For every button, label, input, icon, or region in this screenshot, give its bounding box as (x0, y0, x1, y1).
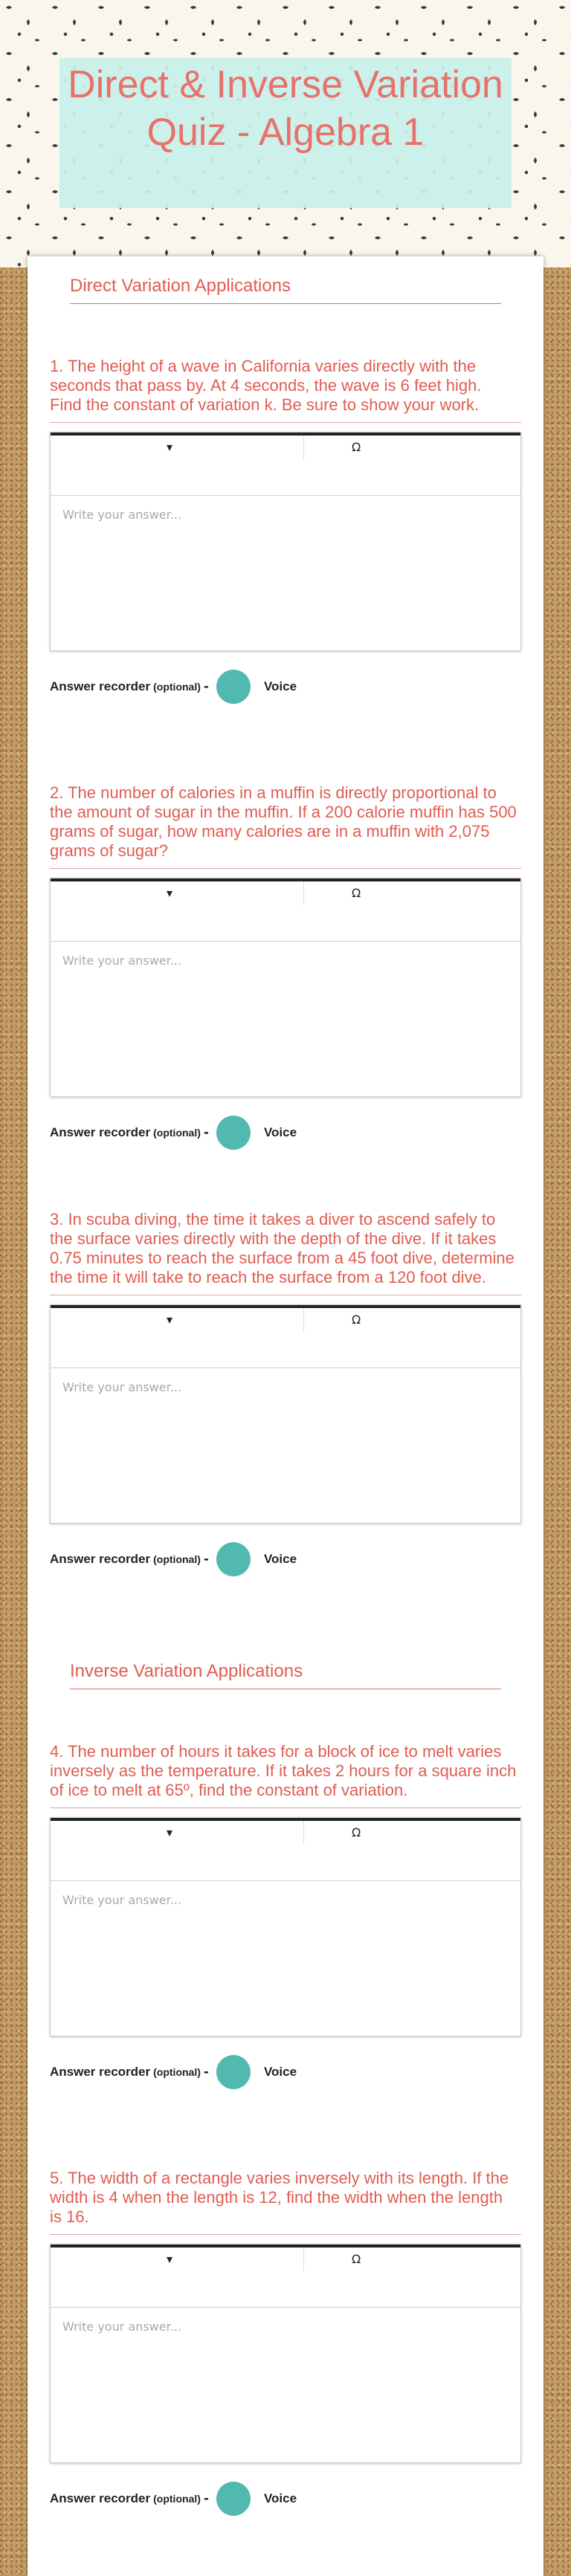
answer-recorder (50, 1115, 521, 1151)
recorder-label: Answer recorder (50, 1125, 151, 1139)
format-dropdown-icon[interactable]: ▾ (167, 440, 173, 454)
toolbar-separator (303, 1821, 304, 1845)
record-button[interactable] (216, 670, 251, 704)
editor-toolbar (51, 1305, 520, 1368)
toolbar-separator (303, 1308, 304, 1332)
recorder-optional-label: (optional) (153, 2493, 201, 2505)
record-button[interactable] (216, 1116, 251, 1150)
question-2 (50, 783, 521, 1151)
answer-input[interactable] (51, 2308, 520, 2459)
voice-label: Voice (263, 2491, 297, 2505)
recorder-label: Answer recorder (50, 2065, 151, 2079)
section-header-inverse (70, 1660, 501, 1689)
section-divider (70, 303, 501, 304)
section-header-direct (70, 275, 501, 304)
answer-input[interactable] (51, 942, 520, 1093)
question-text: 1. The height of a wave in California varies directly with the seconds that pass by. At 4 seconds, the wave is 6 feet high. Find the constant of variation k. Be sure to show your work. (50, 357, 482, 414)
recorder-label: Answer recorder (50, 2491, 151, 2505)
toolbar-separator (303, 2247, 304, 2271)
answer-editor (50, 2244, 521, 2463)
question-divider (50, 2234, 521, 2235)
recorder-dash: - (203, 1125, 209, 1140)
question-3 (50, 1210, 521, 1577)
recorder-dash: - (203, 2491, 209, 2506)
format-dropdown-icon[interactable]: ▾ (167, 1313, 173, 1327)
voice-label: Voice (263, 1552, 297, 1566)
record-button[interactable] (216, 2055, 251, 2089)
editor-toolbar (51, 2245, 520, 2308)
page-title: Direct & Inverse Variation Quiz - Algebra 1 (68, 63, 503, 154)
answer-recorder (50, 1541, 521, 1577)
question-text: 4. The number of hours it takes for a block of ice to melt varies inversely as the temperature. If it takes 2 hours for a square inch of ice to melt at 65º, find the constant of variation. (50, 1742, 517, 1799)
answer-recorder (50, 2054, 521, 2090)
recorder-dash: - (203, 679, 209, 694)
answer-input[interactable] (51, 496, 520, 647)
answer-editor (50, 1817, 521, 2036)
format-dropdown-icon[interactable]: ▾ (167, 886, 173, 900)
recorder-optional-label: (optional) (153, 2066, 201, 2078)
format-dropdown-icon[interactable]: ▾ (167, 1825, 173, 1839)
recorder-dash: - (203, 1552, 209, 1567)
recorder-dash: - (203, 2065, 209, 2080)
voice-label: Voice (263, 2065, 297, 2079)
special-character-icon[interactable]: Ω (352, 1313, 361, 1327)
editor-toolbar (51, 1818, 520, 1881)
answer-editor (50, 1304, 521, 1524)
editor-toolbar (51, 433, 520, 496)
toolbar-separator (303, 881, 304, 905)
voice-label: Voice (263, 1125, 297, 1139)
question-4 (50, 1742, 521, 2090)
format-dropdown-icon[interactable]: ▾ (167, 2252, 173, 2266)
special-character-icon[interactable]: Ω (352, 886, 361, 900)
recorder-optional-label: (optional) (153, 1127, 201, 1139)
recorder-optional-label: (optional) (153, 1553, 201, 1565)
editor-toolbar (51, 878, 520, 942)
question-divider (50, 422, 521, 423)
special-character-icon[interactable]: Ω (352, 1825, 361, 1839)
question-divider (50, 868, 521, 869)
question-text: 5. The width of a rectangle varies inversely with its length. If the width is 4 when the length is 12, find the width when the length is 16. (50, 2169, 509, 2226)
special-character-icon[interactable]: Ω (352, 440, 361, 454)
record-button[interactable] (216, 1542, 251, 1576)
voice-label: Voice (263, 679, 297, 693)
answer-recorder (50, 669, 521, 705)
recorder-label: Answer recorder (50, 1552, 151, 1566)
section-title: Inverse Variation Applications (70, 1661, 303, 1681)
question-text: 3. In scuba diving, the time it takes a diver to ascend safely to the surface varies directly with the depth of the dive. If it takes 0.75 minutes to reach the surface from a 45 foot dive, determine the time it will take to reach the surface from a 120 foot dive. (50, 1210, 514, 1287)
answer-recorder (50, 2481, 521, 2517)
answer-input[interactable] (51, 1881, 520, 2033)
answer-editor (50, 432, 521, 651)
question-5 (50, 2169, 521, 2517)
answer-input[interactable] (51, 1368, 520, 1520)
question-1 (50, 357, 521, 705)
record-button[interactable] (216, 2482, 251, 2516)
special-character-icon[interactable]: Ω (352, 2252, 361, 2266)
question-text: 2. The number of calories in a muffin is directly proportional to the amount of sugar in the muffin. If a 200 calorie muffin has 500 grams of sugar, how many calories are in a muffin with 2,075 grams of sugar? (50, 783, 517, 860)
recorder-label: Answer recorder (50, 679, 151, 693)
recorder-optional-label: (optional) (153, 681, 201, 693)
section-title: Direct Variation Applications (70, 276, 291, 296)
answer-editor (50, 878, 521, 1097)
toolbar-separator (303, 436, 304, 459)
